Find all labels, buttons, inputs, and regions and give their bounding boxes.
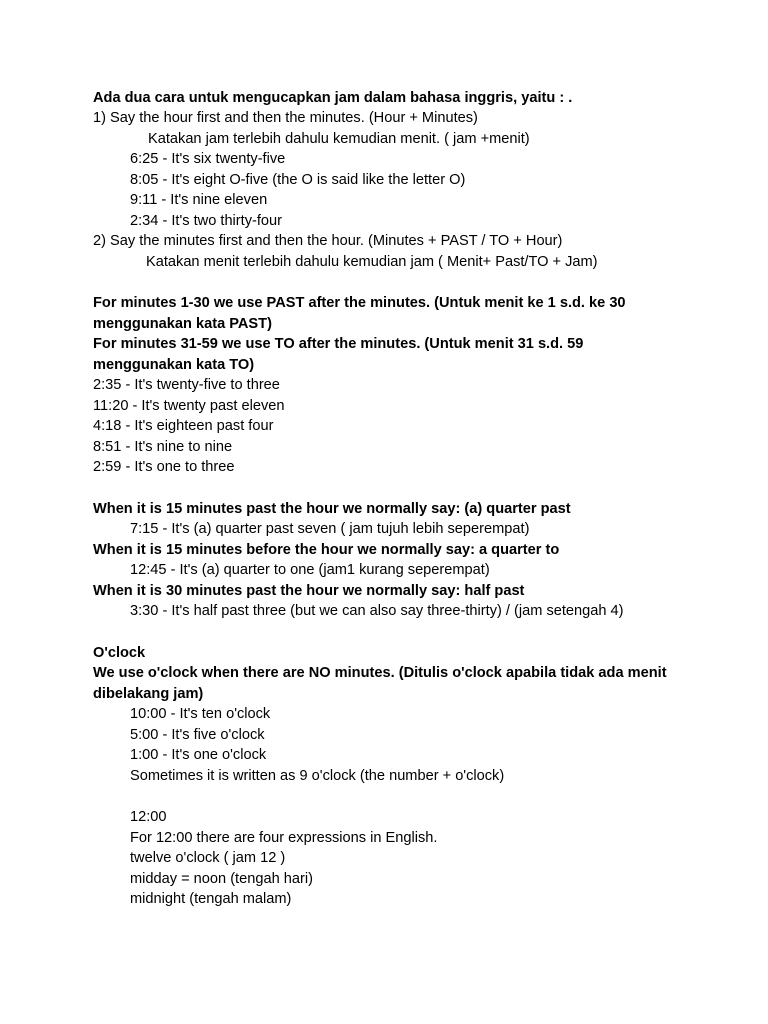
- past-to-example: 11:20 - It's twenty past eleven: [93, 398, 285, 414]
- noon-intro: For 12:00 there are four expressions in English.: [130, 830, 438, 846]
- rule-past-line1: For minutes 1-30 we use PAST after the minutes. (Untuk menit ke 1 s.d. ke 30: [93, 295, 626, 311]
- oclock-heading: O'clock: [93, 645, 146, 661]
- noon-expression: twelve o'clock ( jam 12 ): [130, 850, 286, 866]
- method1-example: 9:11 - It's nine eleven: [130, 192, 268, 208]
- noon-expression: midnight (tengah malam): [130, 891, 292, 907]
- example-quarter-to: 12:45 - It's (a) quarter to one (jam1 kurang seperempat): [130, 562, 490, 578]
- example-half-past: 3:30 - It's half past three (but we can also say three-thirty) / (jam setengah 4): [130, 603, 624, 619]
- rule-half-past: When it is 30 minutes past the hour we normally say: half past: [93, 583, 525, 599]
- method2-translation: Katakan menit terlebih dahulu kemudian jam ( Menit+ Past/TO + Jam): [146, 254, 598, 270]
- past-to-example: 2:35 - It's twenty-five to three: [93, 377, 280, 393]
- oclock-rule-line1: We use o'clock when there are NO minutes. (Ditulis o'clock apabila tidak ada menit: [93, 665, 667, 681]
- method1-example: 8:05 - It's eight O-five (the O is said like the letter O): [130, 172, 466, 188]
- noon-expression: midday = noon (tengah hari): [130, 871, 313, 887]
- example-quarter-past: 7:15 - It's (a) quarter past seven ( jam tujuh lebih seperempat): [130, 521, 530, 537]
- rule-past-line2: menggunakan kata PAST): [93, 316, 272, 332]
- oclock-rule-line2: dibelakang jam): [93, 686, 204, 702]
- method1-title: 1) Say the hour first and then the minutes. (Hour + Minutes): [93, 110, 478, 126]
- past-to-example: 4:18 - It's eighteen past four: [93, 418, 274, 434]
- rule-to-line1: For minutes 31-59 we use TO after the minutes. (Untuk menit 31 s.d. 59: [93, 336, 584, 352]
- past-to-example: 8:51 - It's nine to nine: [93, 439, 233, 455]
- method1-example: 2:34 - It's two thirty-four: [130, 213, 283, 229]
- intro-heading: Ada dua cara untuk mengucapkan jam dalam bahasa inggris, yaitu : .: [93, 90, 573, 106]
- rule-quarter-to: When it is 15 minutes before the hour we normally say: a quarter to: [93, 542, 560, 558]
- oclock-example: 5:00 - It's five o'clock: [130, 727, 265, 743]
- oclock-note: Sometimes it is written as 9 o'clock (the number + o'clock): [130, 768, 505, 784]
- method1-translation: Katakan jam terlebih dahulu kemudian menit. ( jam +menit): [148, 131, 530, 147]
- oclock-example: 1:00 - It's one o'clock: [130, 747, 267, 763]
- method2-title: 2) Say the minutes first and then the hour. (Minutes + PAST / TO + Hour): [93, 233, 563, 249]
- oclock-example: 10:00 - It's ten o'clock: [130, 706, 271, 722]
- method1-example: 6:25 - It's six twenty-five: [130, 151, 286, 167]
- noon-time: 12:00: [130, 809, 167, 825]
- past-to-example: 2:59 - It's one to three: [93, 459, 235, 475]
- rule-to-line2: menggunakan kata TO): [93, 357, 255, 373]
- rule-quarter-past: When it is 15 minutes past the hour we normally say: (a) quarter past: [93, 501, 571, 517]
